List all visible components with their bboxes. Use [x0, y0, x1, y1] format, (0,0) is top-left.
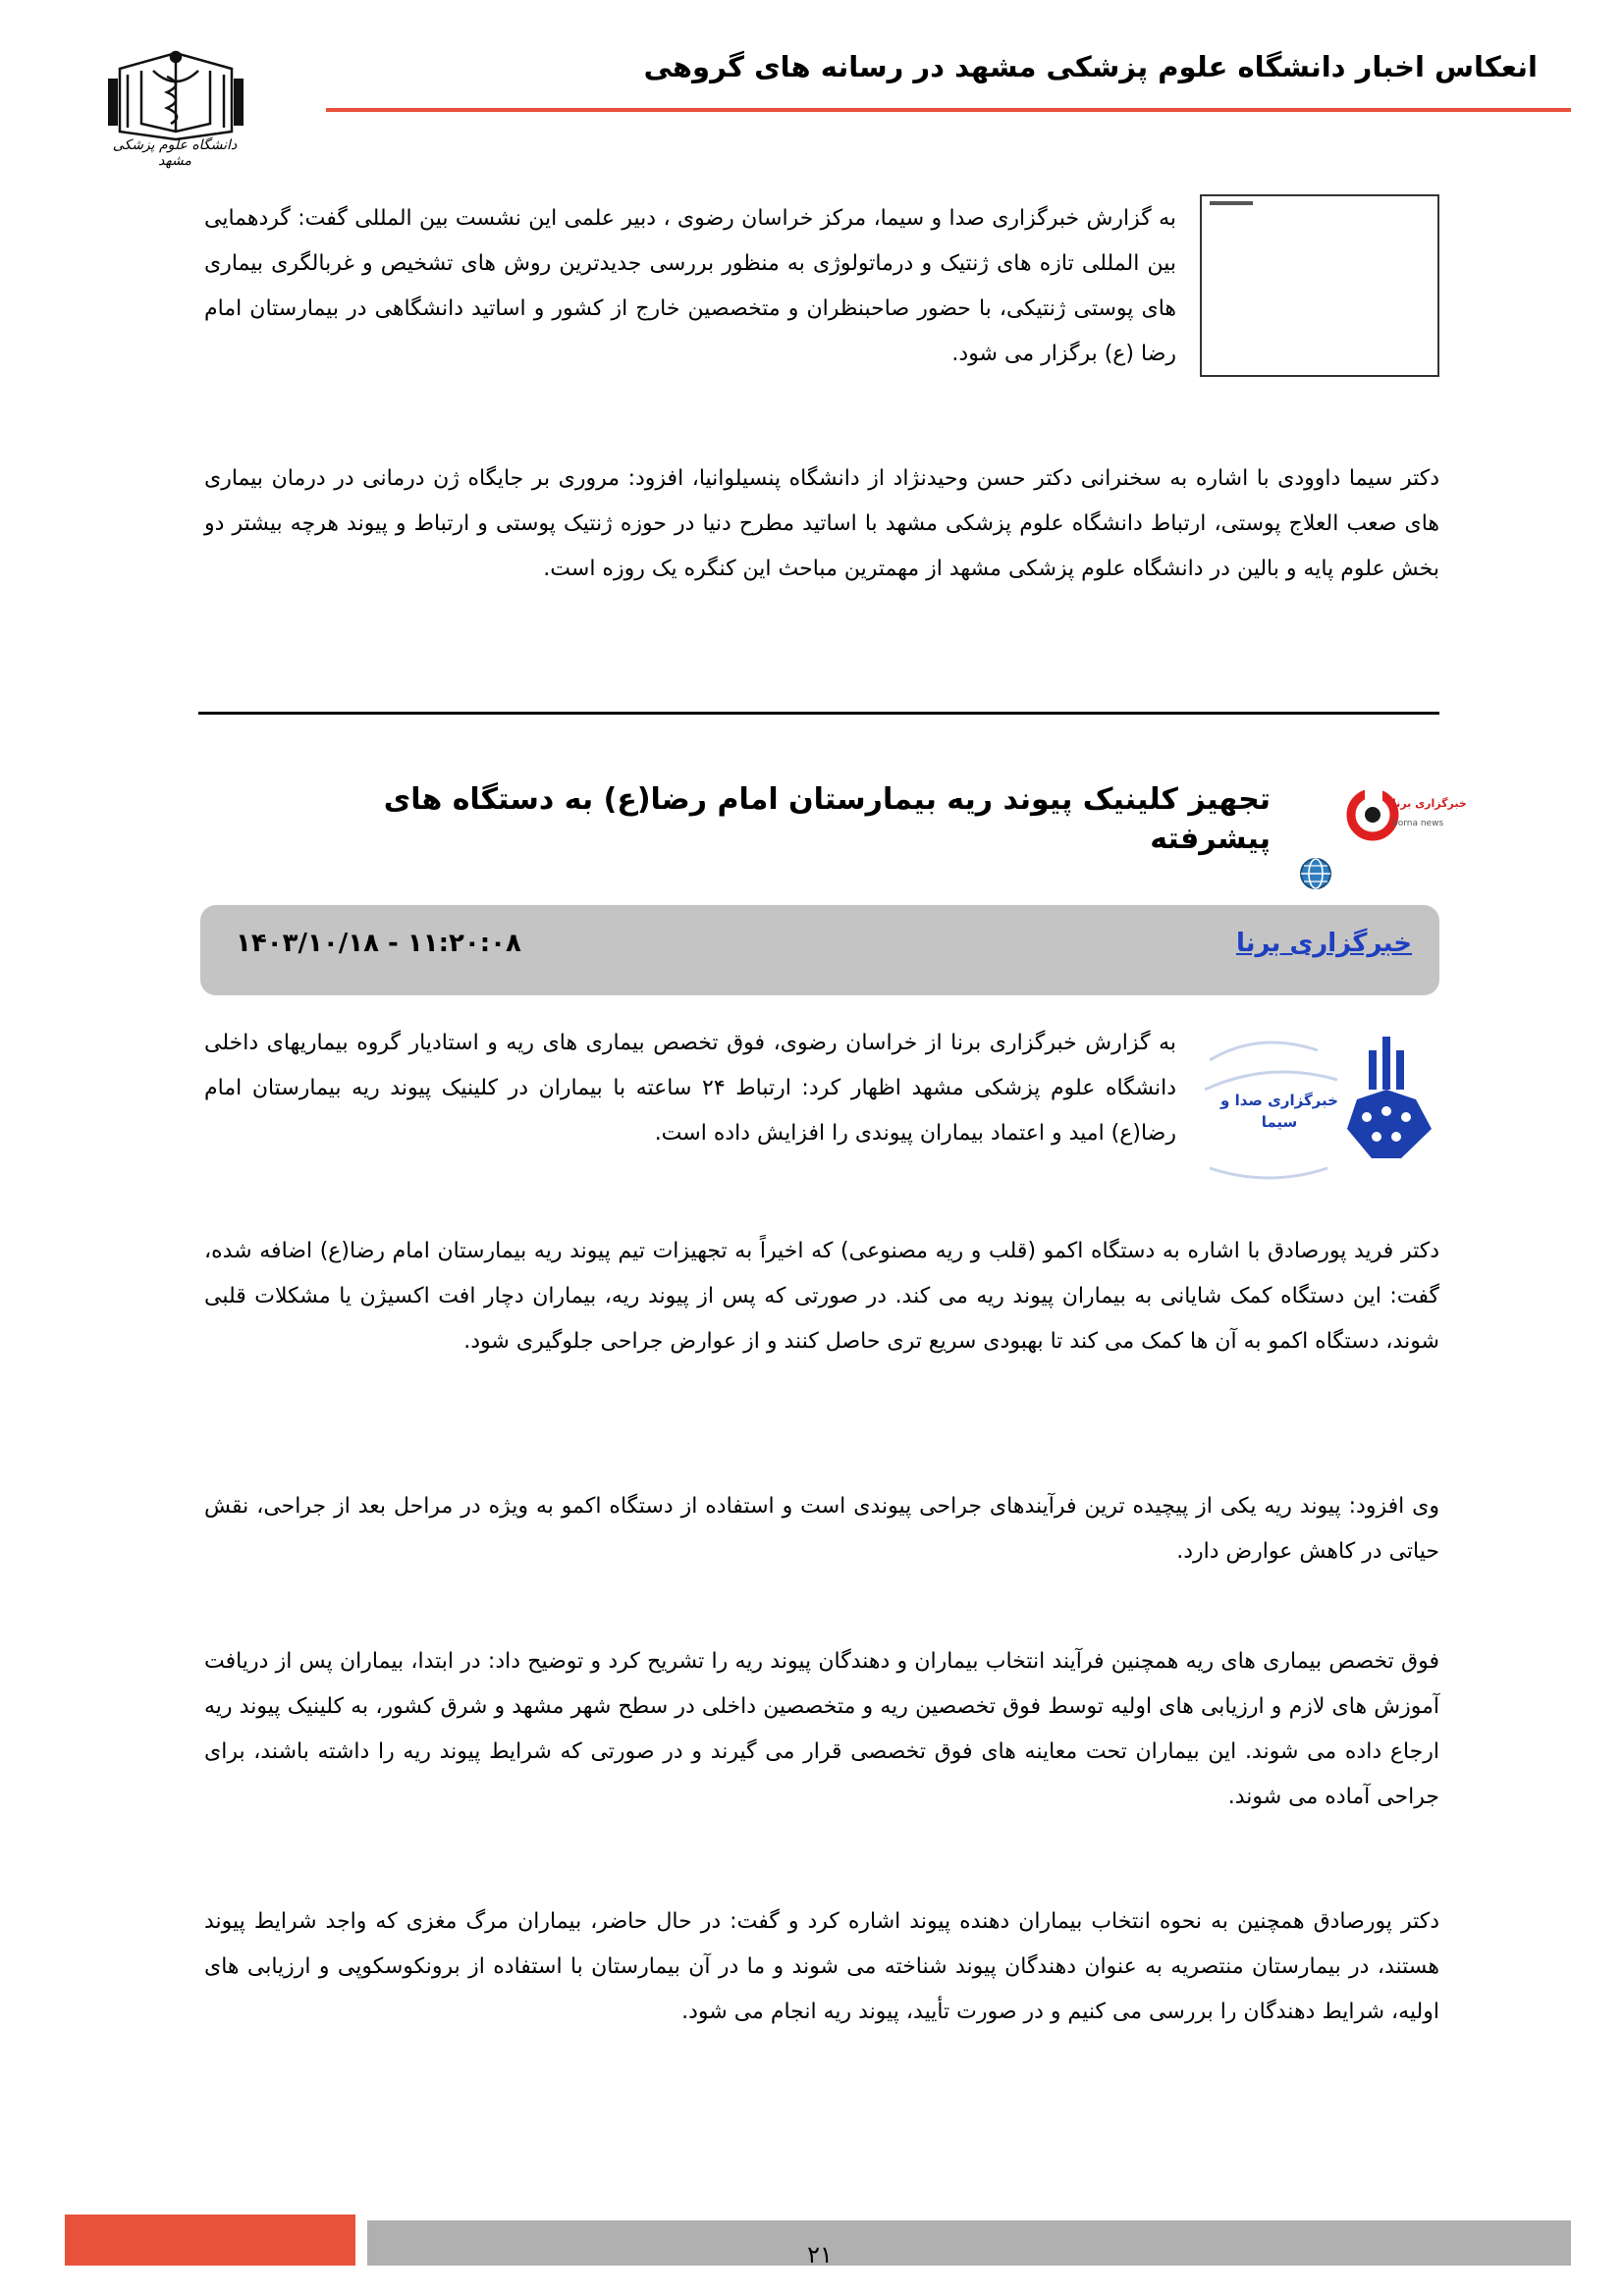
logo-caption: دانشگاه علوم پزشکی مشهد: [112, 137, 238, 169]
news-agency-image: [1200, 1021, 1441, 1198]
footer-bar: [367, 2220, 1571, 2266]
article2-paragraph: فوق تخصص بیماری های ریه همچنین فرآیند انتخاب بیماران و دهندگان پیوند ریه را تشریح کرد و توضیح داد: در ابتدا، بیماران پس از دریافت آموزش های لازم و ارزیابی های اولیه توسط فوق تخصصین ریه و متخصصین داخلی در سطح شهر مشهد و شرق کشور، به کلینیک پیوند ریه ارجاع داده می شوند. این بیماران تحت معاینه های فوق تخصصی قرار می گیرند و در صورتی که شرایط پیوند ریه را داشته باشند، برای جراحی آماده می شوند.: [204, 1649, 1439, 1809]
article1-paragraph: به گزارش خبرگزاری صدا و سیما، مرکز خراسان رضوی ، دبیر علمی این نشست بین المللی گفت: گردهمایی بین المللی تازه های ژنتیک و درماتولوژی به منظور بررسی جدیدترین روش های تشخیص و غربالگری بیماری های پوستی ژنتیکی، با حضور صاحبنظران و متخصصین خارج از کشور و اساتید دانشگاهی در بیمارستان امام رضا (ع) برگزار می شود.: [204, 206, 1176, 366]
missing-image-placeholder: [1200, 194, 1439, 377]
document-title: انعکاس اخبار دانشگاه علوم پزشکی مشهد در رسانه های گروهی: [643, 50, 1538, 83]
footer-accent-bar: [65, 2215, 355, 2266]
article2-paragraph: دکتر فرید پورصادق با اشاره به دستگاه اکمو (قلب و ریه مصنوعی) که اخیراً به تجهیزات تیم پیوند ریه بیمارستان امام رضا(ع) اضافه شده، گفت: این دستگاه کمک شایانی به بیماران پیوند ریه می کند. در صورتی که پس از پیوند ریه، بیماران دچار افت اکسیژن یا مشکلات قلبی شوند، دستگاه اکمو به آن ها کمک می کند تا بهبودی سریع تری حاصل کنند و از عوارض جراحی جلوگیری شود.: [204, 1239, 1439, 1354]
article2-paragraph: دکتر پورصادق همچنین به نحوه انتخاب بیماران دهنده پیوند اشاره کرد و گفت: در حال حاضر، بیماران مرگ مغزی که واجد شرایط پیوند هستند، در بیمارستان منتصریه به عنوان دهندگان پیوند شناخته می شوند و ما در آن بیمارستان با استفاده از برونکوسکوپی و ارزیابی های اولیه، شرایط دهندگان را بررسی می کنیم و در صورت تأیید، پیوند ریه انجام می شود.: [204, 1909, 1439, 2024]
borna-news-logo: [1343, 775, 1467, 862]
publish-date: ۱۴۰۳/۱۰/۱۸ - ۱۱:۲۰:۰۸: [236, 929, 521, 958]
article1-paragraph: دکتر سیما داوودی با اشاره به سخنرانی دکتر حسن وحیدنژاد از دانشگاه پنسیلوانیا، افزود: مروری بر جایگاه ژن درمانی در درمان بیماری های صعب العلاج پوستی، ارتباط دانشگاه علوم پزشکی مشهد با اساتید مطرح دنیا در حوزه ژنتیک پوستی و ارتباط و پیوند هرچه بیشتر دو بخش علوم پایه و بالین در دانشگاه علوم پزشکی مشهد از مهمترین مباحث این کنگره یک روزه است.: [204, 466, 1439, 581]
article2-paragraph: به گزارش خبرگزاری برنا از خراسان رضوی، فوق تخصص بیماری های ریه و استادیار گروه بیماریهای داخلی دانشگاه علوم پزشکی مشهد اظهار کرد: ارتباط ۲۴ ساعته با بیماران در کلینیک پیوند ریه بیمارستان امام رضا(ع) امید و اعتماد بیماران پیوندی را افزایش داده است.: [204, 1031, 1176, 1146]
news-image-caption: خبرگزاری صدا و سیما: [1220, 1092, 1338, 1131]
section-divider: [198, 712, 1439, 715]
borna-logo-text: خبرگزاری برنا: [1392, 797, 1467, 810]
article2-title: تجهیز کلینیک پیوند ریه بیمارستان امام رضا(ع) به دستگاه های پیشرفته: [383, 782, 1271, 856]
source-bar: [200, 905, 1439, 995]
page-number: ۲۱: [807, 2241, 833, 2269]
article2-paragraph: وی افزود: پیوند ریه یکی از پیچیده ترین فرآیندهای جراحی پیوندی است و استفاده از دستگاه اکمو به ویژه در مراحل بعد از جراحی، نقش حیاتی در کاهش عوارض دارد.: [204, 1494, 1439, 1564]
header-rule: [326, 108, 1571, 112]
borna-logo-subtext: borna news: [1392, 819, 1444, 828]
source-link[interactable]: خبرگزاری برنا: [1235, 929, 1412, 958]
globe-icon[interactable]: [1298, 856, 1333, 891]
